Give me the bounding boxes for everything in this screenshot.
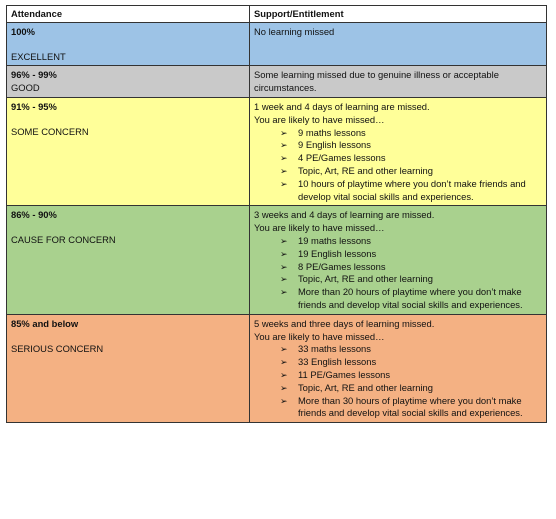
list-item-text: 10 hours of playtime where you don’t make friends and develop vital social skills and experiences. <box>298 177 526 202</box>
list-item <box>280 165 542 178</box>
support-intro: 1 week and 4 days of learning are missed. <box>254 100 430 112</box>
list-item-text: More than 20 hours of playtime where you don’t make friends and develop vital social skills and experiences. <box>298 286 523 310</box>
arrow-bullet-icon: ➢ <box>280 153 288 164</box>
support-cell <box>250 206 546 313</box>
arrow-bullet-icon: ➢ <box>280 235 288 246</box>
list-item-text: 9 English lessons <box>298 139 371 151</box>
arrow-bullet-icon: ➢ <box>280 178 288 189</box>
list-item-text: More than 30 hours of playtime where you don’t make friends and develop vital social skills and experiences. <box>298 394 523 419</box>
header-attendance: Attendance <box>7 6 250 22</box>
attendance-percent: 91% - 95% <box>11 100 57 112</box>
arrow-bullet-icon: ➢ <box>280 287 288 298</box>
attendance-label: SERIOUS CONCERN <box>11 342 104 354</box>
arrow-bullet-icon: ➢ <box>280 274 288 285</box>
arrow-bullet-icon: ➢ <box>280 344 288 355</box>
arrow-bullet-icon: ➢ <box>280 248 288 259</box>
attendance-label: SOME CONCERN <box>11 125 89 137</box>
attendance-label: EXCELLENT <box>11 50 66 62</box>
list-item <box>280 127 542 140</box>
header-support: Support/Entitlement <box>250 6 546 22</box>
arrow-bullet-icon: ➢ <box>280 395 288 406</box>
table-row-excellent <box>7 22 546 66</box>
list-item-text: 8 PE/Games lessons <box>298 260 386 272</box>
arrow-bullet-icon: ➢ <box>280 165 288 176</box>
arrow-bullet-icon: ➢ <box>280 382 288 393</box>
list-item-text: 33 English lessons <box>298 356 377 368</box>
attendance-label: CAUSE FOR CONCERN <box>11 234 116 246</box>
attendance-percent: 86% - 90% <box>11 209 57 221</box>
list-item <box>280 286 542 312</box>
attendance-label: GOOD <box>11 82 40 94</box>
list-item <box>280 152 542 165</box>
list-item <box>280 139 542 152</box>
list-item <box>280 235 542 248</box>
support-cell <box>250 98 546 205</box>
list-item-text: 33 maths lessons <box>298 343 371 355</box>
missed-intro: You are likely to have missed… <box>254 222 385 234</box>
attendance-percent: 85% and below <box>11 317 79 329</box>
list-item <box>280 248 542 261</box>
list-item-text: 9 maths lessons <box>298 126 366 138</box>
list-item <box>280 178 542 204</box>
support-intro: Some learning missed due to genuine illness or acceptable circumstances. <box>254 69 499 94</box>
arrow-bullet-icon: ➢ <box>280 369 288 380</box>
list-item <box>280 261 542 274</box>
attendance-cell <box>7 206 250 313</box>
arrow-bullet-icon: ➢ <box>280 140 288 151</box>
list-item-text: Topic, Art, RE and other learning <box>298 164 433 176</box>
support-intro: No learning missed <box>254 25 335 37</box>
list-item <box>280 343 542 356</box>
list-item-text: 19 English lessons <box>298 247 377 259</box>
list-item <box>280 395 542 421</box>
table-row-cause-for-concern <box>7 205 546 313</box>
missed-list <box>254 127 542 204</box>
support-cell <box>250 315 546 422</box>
attendance-cell <box>7 23 250 66</box>
attendance-percent: 100% <box>11 25 35 37</box>
attendance-cell <box>7 98 250 205</box>
missed-list <box>254 235 542 312</box>
attendance-percent: 96% - 99% <box>11 69 57 81</box>
list-item-text: 11 PE/Games lessons <box>298 368 391 380</box>
table-row-some-concern <box>7 97 546 205</box>
arrow-bullet-icon: ➢ <box>280 357 288 368</box>
list-item <box>280 273 542 286</box>
table-row-serious-concern <box>7 314 546 422</box>
arrow-bullet-icon: ➢ <box>280 127 288 138</box>
list-item <box>280 356 542 369</box>
list-item <box>280 382 542 395</box>
list-item-text: Topic, Art, RE and other learning <box>298 381 433 393</box>
table-row-good <box>7 65 546 97</box>
support-cell <box>250 66 546 97</box>
attendance-cell <box>7 315 250 422</box>
support-intro: 3 weeks and 4 days of learning are missed. <box>254 209 435 221</box>
list-item-text: 19 maths lessons <box>298 234 371 246</box>
attendance-cell <box>7 66 250 97</box>
list-item-text: 4 PE/Games lessons <box>298 152 386 164</box>
attendance-table <box>6 5 547 423</box>
arrow-bullet-icon: ➢ <box>280 261 288 272</box>
support-cell <box>250 23 546 66</box>
missed-intro: You are likely to have missed… <box>254 330 385 342</box>
missed-intro: You are likely to have missed… <box>254 113 385 125</box>
table-header-row <box>7 6 546 22</box>
support-intro: 5 weeks and three days of learning missed. <box>254 317 435 329</box>
list-item-text: Topic, Art, RE and other learning <box>298 273 433 285</box>
missed-list <box>254 343 542 420</box>
list-item <box>280 369 542 382</box>
